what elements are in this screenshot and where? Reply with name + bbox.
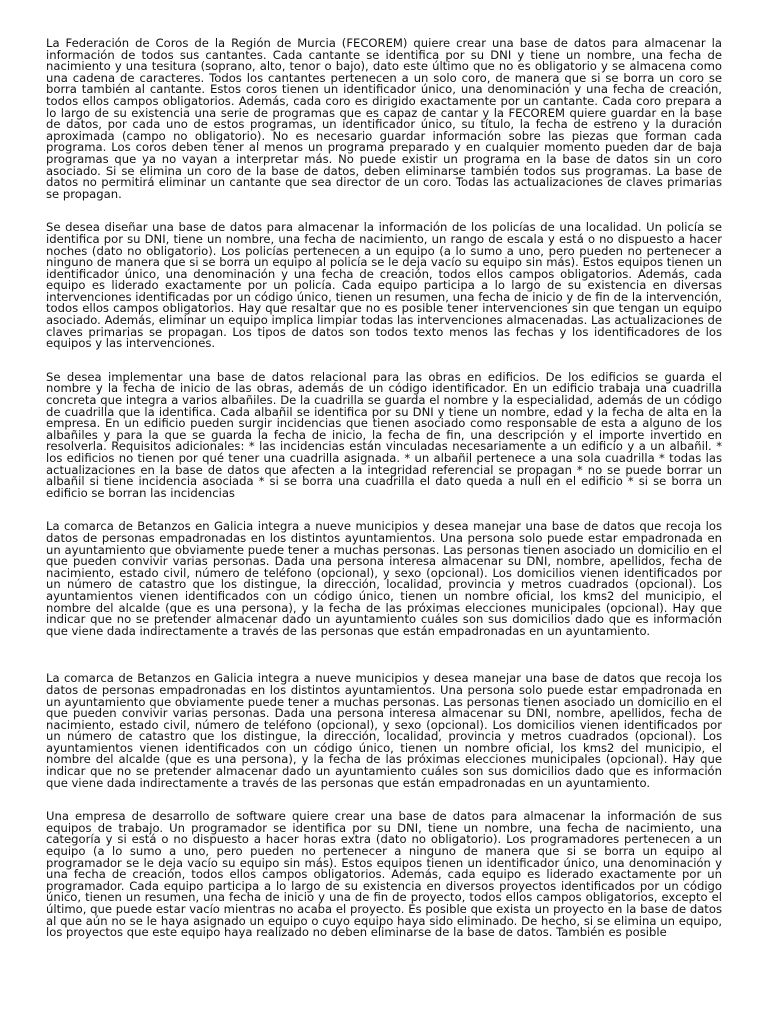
- paragraph-obras-edificios: Se desea implementar una base de datos relacional para las obras en edificios. De los edificios se guarda el nombre y la fecha de inicio de las obras, además de un código identificador. En un edificio trabaja una cuadrilla concreta que integra a varios albañiles. De la cuadrilla se guarda el nombre y la especialidad, además de un código de cuadrilla que la identifica. Cada albañil se identifica por su DNI y tiene un nombre, edad y la fecha de alta en la empresa. En un edificio pueden surgir incidencias que tienen asociado como responsable de esta a alguno de los albañiles y para la que se guarda la fecha de inicio, la fecha de fin, una descripción y el importe invertido en resolverla. Requisitos adicionales: * las incidencias están vinculadas necesariamente a un edificio y a un albañil. * los edificios no tienen por qué tener una cuadrilla asignada. * un albañil pertenece a una sola cuadrilla * todas las actualizaciones en la base de datos que afecten a la integridad referencial se propagan * no se puede borrar un albañil si tiene incidencia asociada * si se borra una cuadrilla el dato queda a null en el edificio * si se borra un edificio se borran las incidencias: [46, 369, 722, 500]
- paragraph-spacer-large: [46, 637, 722, 673]
- paragraph-spacer: [46, 200, 722, 222]
- paragraph-spacer: [46, 789, 722, 811]
- paragraph-spacer: [46, 499, 722, 521]
- paragraph-empresa-software: Una empresa de desarrollo de software quiere crear una base de datos para almacenar la información de sus equipos de trabajo. Un programador se identifica por su DNI, tiene un nombre, una fecha de nacimiento, una categoría y si está o no dispuesto a hacer horas extra (dato no obligatorio). Los programadores pertenecen a un equipo (a lo sumo a uno, pero pueden no pertenecer a ninguno de manera que si se borra un equipo al programador se le deja vacío su equipo sin más). Estos equipos tienen un identificador único, una denominación y una fecha de creación, todos ellos campos obligatorios. Además, cada equipo es liderado exactamente por un programador. Cada equipo participa a lo largo de su existencia en diversos proyectos identificados por un código único, tienen un resumen, una fecha de inicio y una de fin de proyecto, todos ellos campos obligatorios, excepto el último, que puede estar vacío mientras no acaba el proyecto. Es posible que exista un proyecto en la base de datos al que aún no se le haya asignado un equipo o cuyo equipo haya sido eliminado. De hecho, si se elimina un equipo, los proyectos que este equipo haya realizado no deben eliminarse de la base de datos. También es posible: [46, 809, 722, 940]
- paragraph-fecorem: La Federación de Coros de la Región de Murcia (FECOREM) quiere crear una base de datos para almacenar la información de todos sus cantantes. Cada cantante se identifica por su DNI y tiene un nombre, una fecha de nacimiento y una tesitura (soprano, alto, tenor o bajo), dato este último que no es obligatorio y se almacena como una cadena de caracteres. Todos los cantantes pertenecen a un solo coro, de manera que si se borra un coro se borra también al cantante. Estos coros tienen un identificador único, una denominación y una fecha de creación, todos ellos campos obligatorios. Además, cada coro es dirigido exactamente por un cantante. Cada coro prepara a lo largo de su existencia una serie de programas que es capaz de cantar y la FECOREM quiere guardar en la base de datos, por cada uno de estos programas, un identificador único, su título, la fecha de estreno y la duración aproximada (campo no obligatorio). No es necesario guardar información sobre las piezas que forman cada programa. Los coros deben tener al menos un programa preparado y en cualquier momento pueden dar de baja programas que ya no vayan a interpretar más. No puede existir un programa en la base de datos sin un coro asociado. Si se elimina un coro de la base de datos, deben eliminarse también todos sus programas. La base de datos no permitirá eliminar un cantante que sea director de un coro. Todas las actualizaciones de claves primarias se propagan.: [46, 36, 722, 201]
- paragraph-spacer: [46, 350, 722, 372]
- document-page: [46, 38, 722, 939]
- paragraph-policias: Se desea diseñar una base de datos para almacenar la información de los policías de una localidad. Un policía se identifica por su DNI, tiene un nombre, una fecha de nacimiento, un rango de escala y está o no dispuesto a hacer noches (dato no obligatorio). Los policías pertenecen a un equipo (a lo sumo a uno, pero pueden no pertenecer a ninguno de manera que si se borra un equipo al policía se le deja vacío su equipo sin más). Estos equipos tienen un identificador único, una denominación y una fecha de creación, todos ellos campos obligatorios. Además, cada equipo es liderado exactamente por un policía. Cada equipo participa a lo largo de su existencia en diversas intervenciones identificadas por un código único, tienen un resumen, una fecha de inicio y de fin de la intervención, todos ellos campos obligatorios. Hay que resaltar que no es posible tener intervenciones sin que tengan un equipo asociado. Además, eliminar un equipo implica limpiar todas las intervenciones almacenadas. Las actualizaciones de claves primarias se propagan. Los tipos de datos son todos texto menos las fechas y los identificadores de los equipos y las intervenciones.: [46, 220, 722, 351]
- paragraph-betanzos-repeat: La comarca de Betanzos en Galicia integra a nueve municipios y desea manejar una base de datos que recoja los datos de personas empadronadas en los distintos ayuntamientos. Una persona solo puede estar empadronada en un ayuntamiento que obviamente puede tener a muchas personas. Las personas tienen asociado un domicilio en el que pueden convivir varias personas. Dada una persona interesa almacenar su DNI, nombre, apellidos, fecha de nacimiento, estado civil, número de teléfono (opcional), y sexo (opcional). Los domicilios vienen identificados por un número de catastro que los distingue, la dirección, localidad, provincia y metros cuadrados (opcional). Los ayuntamientos vienen identificados con un código único, tienen un nombre oficial, los kms2 del municipio, el nombre del alcalde (que es una persona), y la fecha de las próximas elecciones municipales (opcional). Hay que indicar que no se pretender almacenar dado un ayuntamiento cuáles son sus domicilios dado que es información que viene dada indirectamente a través de las personas que están empadronadas en un ayuntamiento.: [46, 671, 722, 790]
- paragraph-betanzos: La comarca de Betanzos en Galicia integra a nueve municipios y desea manejar una base de datos que recoja los datos de personas empadronadas en los distintos ayuntamientos. Una persona solo puede estar empadronada en un ayuntamiento que obviamente puede tener a muchas personas. Las personas tienen asociado un domicilio en el que pueden convivir varias personas. Dada una persona interesa almacenar su DNI, nombre, apellidos, fecha de nacimiento, estado civil, número de teléfono (opcional), y sexo (opcional). Los domicilios vienen identificados por un número de catastro que los distingue, la dirección, localidad, provincia y metros cuadrados (opcional). Los ayuntamientos vienen identificados con un código único, tienen un nombre oficial, los kms2 del municipio, el nombre del alcalde (que es una persona), y la fecha de las próximas elecciones municipales (opcional). Hay que indicar que no se pretender almacenar dado un ayuntamiento cuáles son sus domicilios dado que es información que viene dada indirectamente a través de las personas que están empadronadas en un ayuntamiento.: [46, 519, 722, 638]
